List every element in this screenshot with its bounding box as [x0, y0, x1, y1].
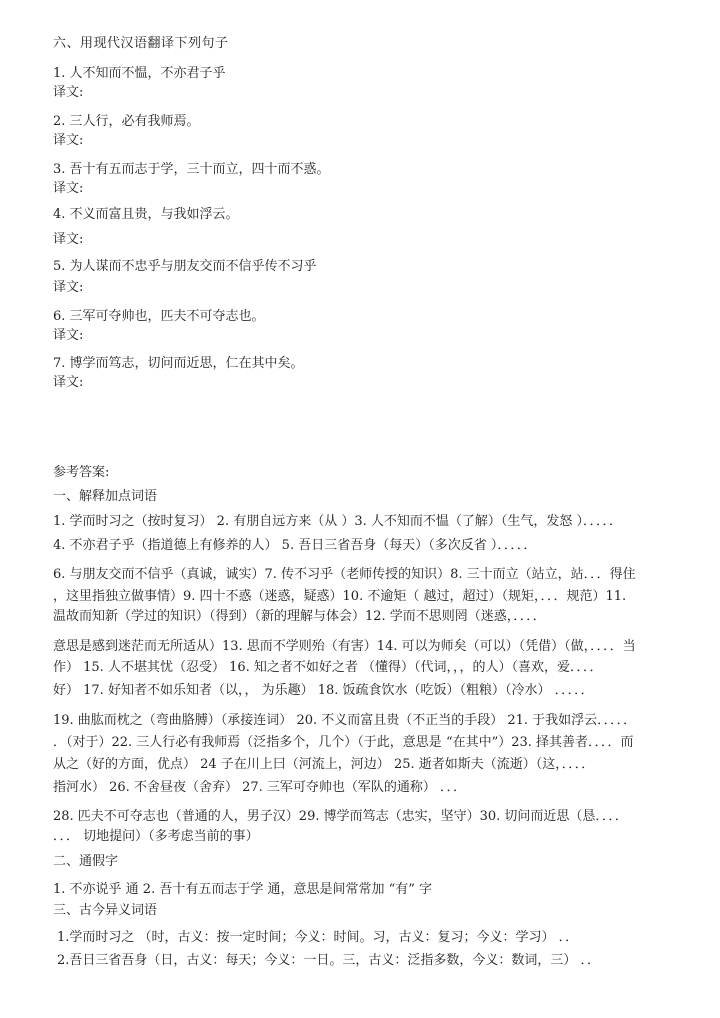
answer-line: 1.学而时习之 （时，古义：按一定时间；今义：时间。习，古义：复习；今义：学习） ．．: [57, 930, 579, 945]
answer-line: 19. 曲肱而枕之（弯曲胳膊）（承接连词） 20. 不义而富且贵（不正当的手段） 21. 于我如浮云．．．．．: [53, 713, 637, 728]
sentence-6: 6. 三军可夺帅也，匹夫不可夺志也。: [53, 309, 265, 324]
part1-heading: 一、解释加点词语: [53, 489, 158, 504]
answer-line: ．．． 切地提问）（多考虑当前的事）: [53, 829, 259, 844]
answer-line: 1. 学而时习之（按时复习） 2. 有朋自远方来（从 ）3. 人不知而不愠（了解）（生气，发怒 ）．．．．．: [53, 514, 623, 529]
translation-label-7: 译文:: [53, 375, 84, 390]
answer-line: ．（对于）22. 三人行必有我师焉（泛指多个，几个）（于此，意思是 “在其中”）23. 择其善者．．．．而: [53, 735, 634, 750]
translation-label-3: 译文:: [53, 181, 84, 196]
part3-heading: 三、古今异义词语: [53, 903, 158, 918]
sentence-4: 4. 不义而富且贵，与我如浮云。: [53, 207, 239, 222]
sentence-1: 1. 人不知而不愠，不亦君子乎: [53, 66, 226, 81]
sentence-3: 3. 吾十有五而志于学，三十而立，四十而不惑。: [53, 162, 330, 177]
answer-line: 意思是感到迷茫而无所适从）13. 思而不学则殆（有害）14. 可以为师矣（可以）（凭借）（做，．．．．当: [53, 639, 636, 654]
answer-line: 指河水） 26. 不舍昼夜（舍弃） 27. 三军可夺帅也（军队的通称） ．．．: [53, 780, 467, 795]
answer-line: 28. 匹夫不可夺志也（普通的人，男子汉）29. 博学而笃志（忠实，坚守）30. 切问而近思（恳．．．．: [53, 809, 628, 824]
sentence-7: 7. 博学而笃志，切问而近思，仁在其中矣。: [53, 356, 304, 371]
answer-line: 好） 17. 好知者不如乐知者（以，， 为乐趣） 18. 饭疏食饮水（吃饭）（粗粮）（冷水） ．．．．．: [53, 683, 594, 698]
answer-line: ，这里指独立做事情）9. 四十不惑（迷惑，疑惑）10. 不逾矩（ 越过，超过）（规矩，．．．规范）11.: [53, 589, 627, 604]
translation-label-5: 译文:: [53, 280, 84, 295]
answer-line: 1. 不亦说乎 通 2. 吾十有五而志于学 通，意思是间常常加 “有” 字: [53, 882, 433, 897]
answers-heading: 参考答案:: [53, 465, 110, 480]
part2-heading: 二、通假字: [53, 854, 119, 869]
translation-label-2: 译文:: [53, 133, 84, 148]
answer-line: 作） 15. 人不堪其忧（忍受） 16. 知之者不如好之者 （懂得）（代词，，，的人）（喜欢，爱．．．．: [53, 660, 603, 675]
answer-line: 从之（好的方面，优点） 24 子在川上曰（河流上，河边） 25. 逝者如斯夫（流逝）（这，．．．．: [53, 757, 595, 772]
answer-line: 4. 不亦君子乎（指道德上有修养的人） 5. 吾日三省吾身（每天）（多次反省 ）．．．．．: [53, 538, 537, 553]
translation-label-1: 译文:: [53, 85, 84, 100]
sentence-5: 5. 为人谋而不忠乎与朋友交而不信乎传不习乎: [53, 259, 317, 274]
answer-line: 2.吾日三省吾身（日，古义：每天；今义：一日。三，古义：泛指多数，今义：数词，三） ．．: [57, 953, 601, 968]
answer-line: 温故而知新（学过的知识）（得到）（新的理解与体会）12. 学而不思则罔（迷惑，．．．．: [53, 609, 546, 624]
translation-label-6: 译文:: [53, 328, 84, 343]
section-heading: 六、用现代汉语翻译下列句子: [53, 36, 229, 51]
translation-label-4: 译文:: [53, 232, 84, 247]
answer-line: 6. 与朋友交而不信乎（真诚，诚实）7. 传不习乎（老师传授的知识）8. 三十而立（站立，站．．．得住: [53, 567, 636, 582]
sentence-2: 2. 三人行，必有我师焉。: [53, 114, 200, 129]
